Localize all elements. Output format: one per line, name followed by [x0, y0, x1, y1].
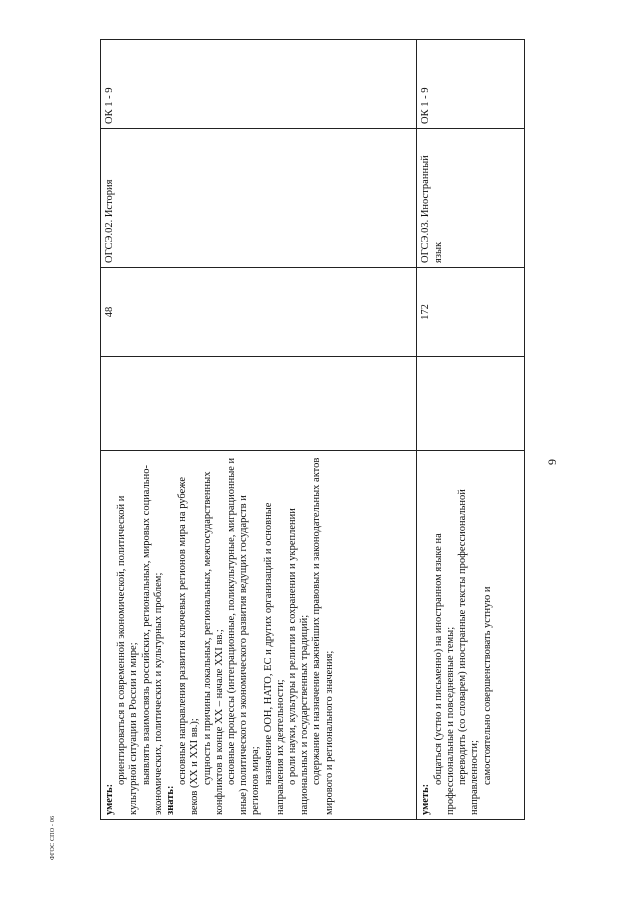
content-line: назначение ООН, НАТО, ЕС и других организаций и основные направления их деятельности;	[262, 502, 286, 815]
competencies-cell: ОК 1 - 9	[101, 40, 417, 129]
content-line: основные направления развития ключевых регионов мира на рубеже веков (XX и XXI вв.);	[177, 476, 201, 815]
hours-cell: 48	[101, 268, 417, 357]
skills-label: уметь:	[104, 783, 115, 815]
content-line: выявлять взаимосвязь российских, региональных, мировых социально-экономических, политических и культурных проблем;	[140, 465, 164, 815]
content-cell	[101, 451, 417, 820]
content-line: основные процессы (интеграционные, поликультурные, миграционные и иные) политического и экономического развития ведущих государств и регионов мира;	[226, 457, 262, 815]
content-line: переводить (со словарем) иностранные тексты профессиональной направленности;	[457, 489, 481, 815]
knowledge-label: знать:	[165, 785, 177, 815]
curriculum-table	[100, 39, 525, 820]
footer-note: ФГОС СПО - 06	[50, 815, 56, 860]
rotated-page	[35, 80, 590, 860]
content-line: содержание и назначение важнейших правовых и законодательных актов мирового и регионального значения;	[311, 457, 335, 815]
content-line: самостоятельно совершенствовать устную и	[481, 586, 493, 785]
content-line: о роли науки, культуры и религии в сохранении и укреплении национальных и государственных традиций;	[287, 508, 311, 815]
total-cell	[417, 357, 525, 451]
discipline-cell: ОГСЭ.03. Иностранный язык	[417, 129, 525, 268]
content-cell	[417, 451, 525, 820]
content-line: сущность и причины локальных, региональных, межгосударственных конфликтов в конце XX – начале XXI вв.;	[201, 471, 225, 815]
hours-cell: 172	[417, 268, 525, 357]
table-row	[101, 40, 417, 820]
skills-label: уметь:	[420, 783, 432, 815]
content-line: ориентироваться в современной экономической, политической и культурной ситуации в России и мире;	[116, 495, 140, 815]
content-line: общаться (устно и письменно) на иностранном языке на профессиональные и повседневные темы;	[432, 533, 456, 815]
table-row	[417, 40, 525, 820]
total-cell	[101, 357, 417, 451]
discipline-cell: ОГСЭ.02. История	[101, 129, 417, 268]
competencies-cell: ОК 1 - 9	[417, 40, 525, 129]
page-number: 9	[545, 459, 559, 465]
